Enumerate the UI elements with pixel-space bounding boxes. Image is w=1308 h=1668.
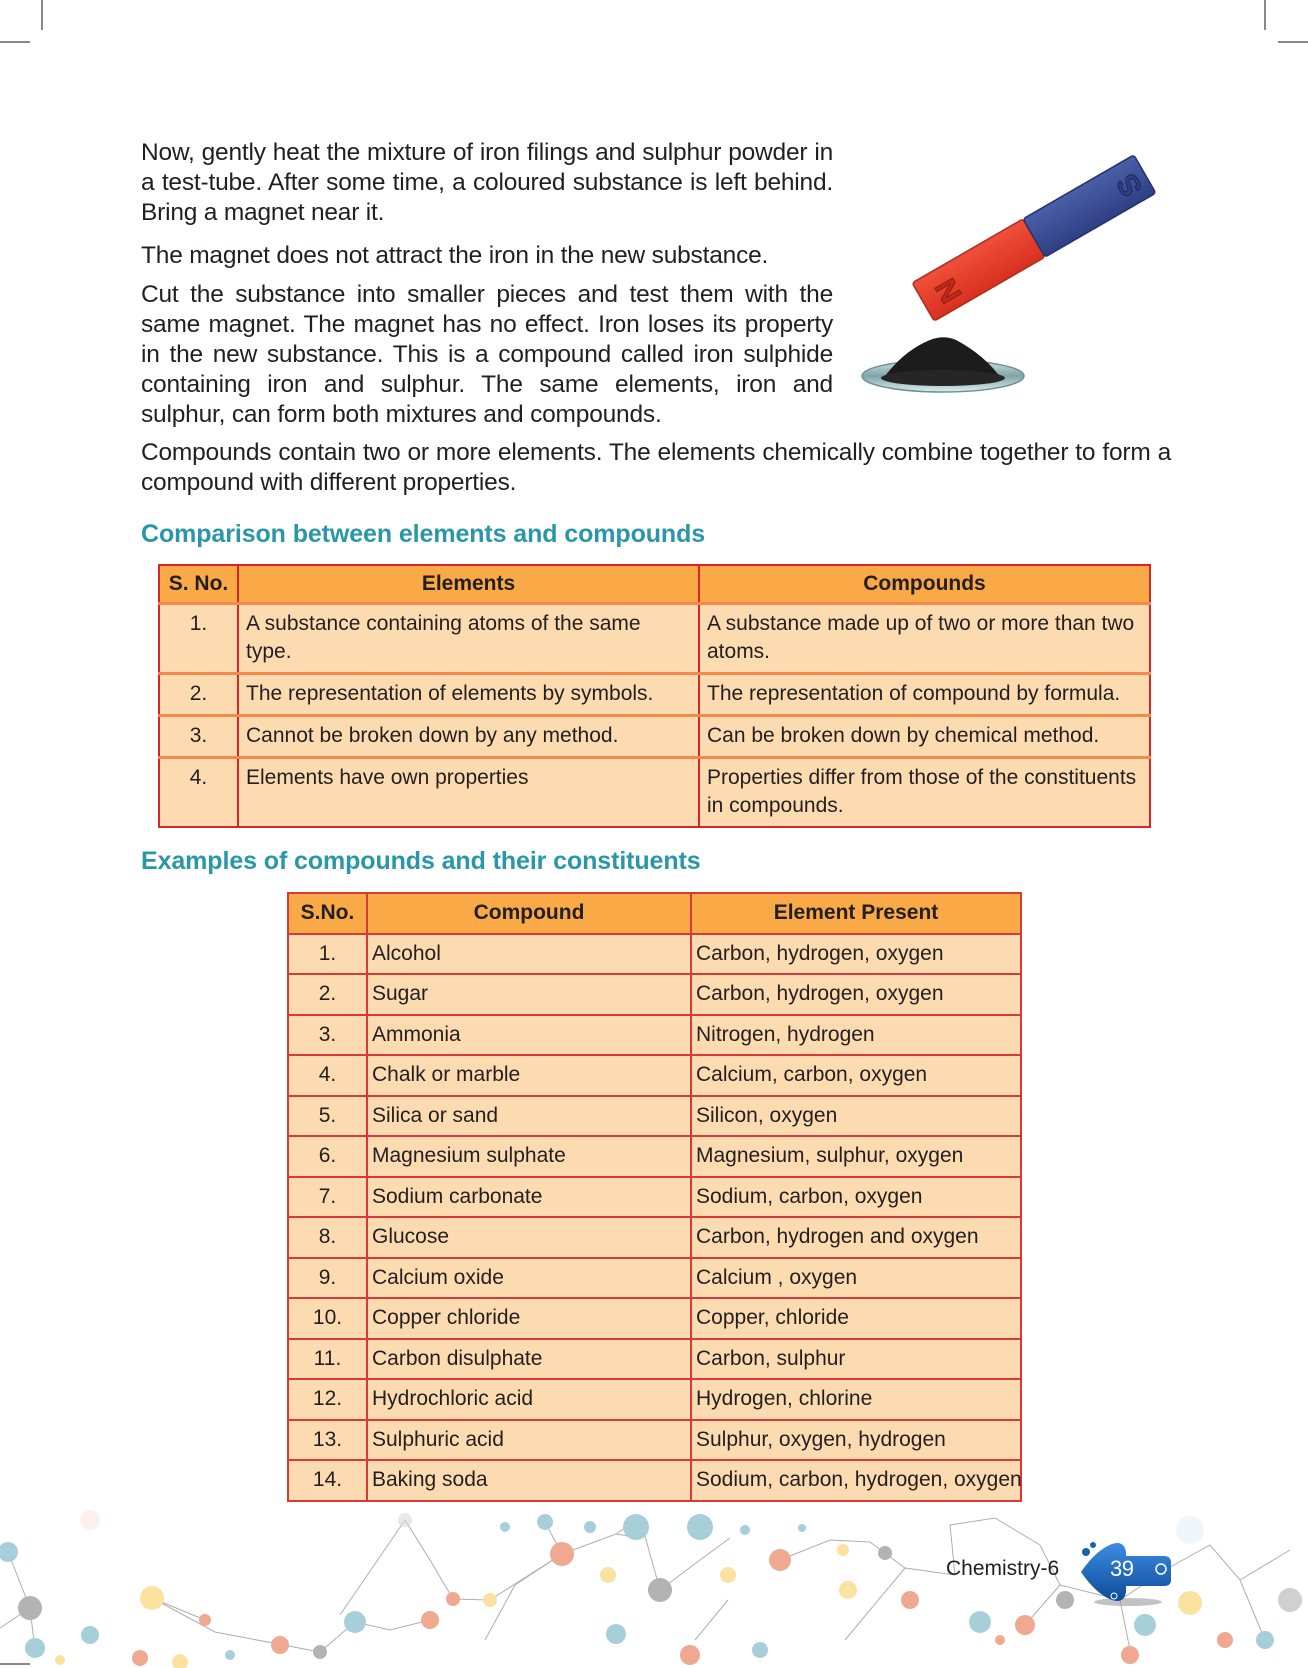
cell-compound: Alcohol <box>367 934 691 975</box>
cell-compounds: The representation of compound by formula. <box>699 674 1150 716</box>
cell-elements: A substance containing atoms of the same type. <box>238 604 699 674</box>
comparison-table <box>158 564 1151 828</box>
paragraph-heat-mixture: Now, gently heat the mixture of iron filings and sulphur powder in a test-tube. After some time, a coloured substance is left behind. Bring a magnet near it. <box>141 139 833 226</box>
table-row <box>159 716 1150 758</box>
cell-element-present: Carbon, hydrogen and oxygen <box>691 1217 1021 1258</box>
examples-heading: Examples of compounds and their constituents <box>141 847 701 875</box>
crop-mark-top-left-h <box>0 41 30 43</box>
cell-sno: 12. <box>288 1379 367 1420</box>
examples-header-row <box>288 893 1021 934</box>
bar-magnet-icon <box>912 155 1156 321</box>
magnet-and-iron-sulphide-figure <box>850 140 1180 400</box>
paragraph-compounds-definition: Compounds contain two or more elements. The elements chemically combine together to form a compound with different properties. <box>141 439 1171 496</box>
column-header-elements: Elements <box>238 565 699 604</box>
cell-compounds: Can be broken down by chemical method. <box>699 716 1150 758</box>
cell-compound: Hydrochloric acid <box>367 1379 691 1420</box>
table-row <box>288 1096 1021 1137</box>
cell-compound: Chalk or marble <box>367 1055 691 1096</box>
crop-mark-top-left-v <box>41 0 43 30</box>
paragraph-cut-substance: Cut the substance into smaller pieces and test them with the same magnet. The magnet has no effect. Iron loses its property in the new substance. This is a compound called iron sulphide containing iron and sulphur. The same elements, iron and sulphur, can form both mixtures and compounds. <box>141 281 833 428</box>
cell-sno: 2. <box>288 974 367 1015</box>
cell-element-present: Copper, chloride <box>691 1298 1021 1339</box>
magnet-north-label: N <box>927 273 968 309</box>
cell-sno: 1. <box>159 604 238 674</box>
table-row <box>288 1217 1021 1258</box>
cell-sno: 3. <box>159 716 238 758</box>
cell-compound: Carbon disulphate <box>367 1339 691 1380</box>
cell-compound: Sodium carbonate <box>367 1177 691 1218</box>
table-row <box>288 1177 1021 1218</box>
magnet-south-label: S <box>1110 168 1150 202</box>
examples-table <box>287 892 1022 1502</box>
paragraph-no-attract: The magnet does not attract the iron in the new substance. <box>141 242 769 269</box>
column-header-sno: S.No. <box>288 893 367 934</box>
table-row <box>288 1258 1021 1299</box>
column-header-sno: S. No. <box>159 565 238 604</box>
cell-element-present: Sulphur, oxygen, hydrogen <box>691 1420 1021 1461</box>
cell-compound: Calcium oxide <box>367 1258 691 1299</box>
cell-compound: Sugar <box>367 974 691 1015</box>
cell-compound: Ammonia <box>367 1015 691 1056</box>
cell-elements: The representation of elements by symbols. <box>238 674 699 716</box>
cell-sno: 3. <box>288 1015 367 1056</box>
cell-compounds: A substance made up of two or more than two atoms. <box>699 604 1150 674</box>
cell-compound: Magnesium sulphate <box>367 1136 691 1177</box>
cell-sno: 4. <box>159 758 238 827</box>
cell-compound: Baking soda <box>367 1460 691 1501</box>
cell-compound: Glucose <box>367 1217 691 1258</box>
comparison-heading: Comparison between elements and compounds <box>141 520 706 548</box>
table-row <box>159 604 1150 674</box>
table-row <box>159 758 1150 827</box>
cell-sno: 7. <box>288 1177 367 1218</box>
cell-element-present: Calcium, carbon, oxygen <box>691 1055 1021 1096</box>
comparison-header-row <box>159 565 1150 604</box>
crop-mark-top-right-v <box>1264 0 1266 30</box>
cell-compound: Sulphuric acid <box>367 1420 691 1461</box>
cell-compound: Silica or sand <box>367 1096 691 1137</box>
table-row <box>288 1015 1021 1056</box>
crop-mark-top-right-h <box>1278 41 1308 43</box>
cell-sno: 5. <box>288 1096 367 1137</box>
table-row <box>288 934 1021 975</box>
cell-sno: 11. <box>288 1339 367 1380</box>
cell-sno: 9. <box>288 1258 367 1299</box>
cell-sno: 4. <box>288 1055 367 1096</box>
column-header-compounds: Compounds <box>699 565 1150 604</box>
column-header-element-present: Element Present <box>691 893 1021 934</box>
table-row <box>288 1136 1021 1177</box>
cell-elements: Cannot be broken down by any method. <box>238 716 699 758</box>
cell-element-present: Carbon, hydrogen, oxygen <box>691 974 1021 1015</box>
cell-element-present: Sodium, carbon, hydrogen, oxygen <box>691 1460 1021 1501</box>
cell-sno: 14. <box>288 1460 367 1501</box>
watch-glass-with-powder-icon <box>862 337 1024 392</box>
cell-element-present: Nitrogen, hydrogen <box>691 1015 1021 1056</box>
cell-element-present: Hydrogen, chlorine <box>691 1379 1021 1420</box>
table-row <box>288 1298 1021 1339</box>
table-row <box>288 1460 1021 1501</box>
cell-element-present: Magnesium, sulphur, oxygen <box>691 1136 1021 1177</box>
cell-element-present: Carbon, sulphur <box>691 1339 1021 1380</box>
cell-element-present: Carbon, hydrogen, oxygen <box>691 934 1021 975</box>
table-row <box>288 1420 1021 1461</box>
cell-element-present: Sodium, carbon, oxygen <box>691 1177 1021 1218</box>
table-row <box>288 1339 1021 1380</box>
cell-sno: 13. <box>288 1420 367 1461</box>
cell-sno: 8. <box>288 1217 367 1258</box>
cell-element-present: Calcium , oxygen <box>691 1258 1021 1299</box>
cell-sno: 10. <box>288 1298 367 1339</box>
cell-compound: Copper chloride <box>367 1298 691 1339</box>
cell-elements: Elements have own properties <box>238 758 699 827</box>
page-number: 39 <box>1110 1556 1134 1581</box>
cell-sno: 2. <box>159 674 238 716</box>
cell-sno: 6. <box>288 1136 367 1177</box>
cell-element-present: Silicon, oxygen <box>691 1096 1021 1137</box>
cell-sno: 1. <box>288 934 367 975</box>
cell-compounds: Properties differ from those of the constituents in compounds. <box>699 758 1150 827</box>
table-row <box>288 1379 1021 1420</box>
table-row <box>288 974 1021 1015</box>
table-row <box>159 674 1150 716</box>
table-row <box>288 1055 1021 1096</box>
column-header-compound: Compound <box>367 893 691 934</box>
book-label: Chemistry-6 <box>946 1557 1060 1580</box>
